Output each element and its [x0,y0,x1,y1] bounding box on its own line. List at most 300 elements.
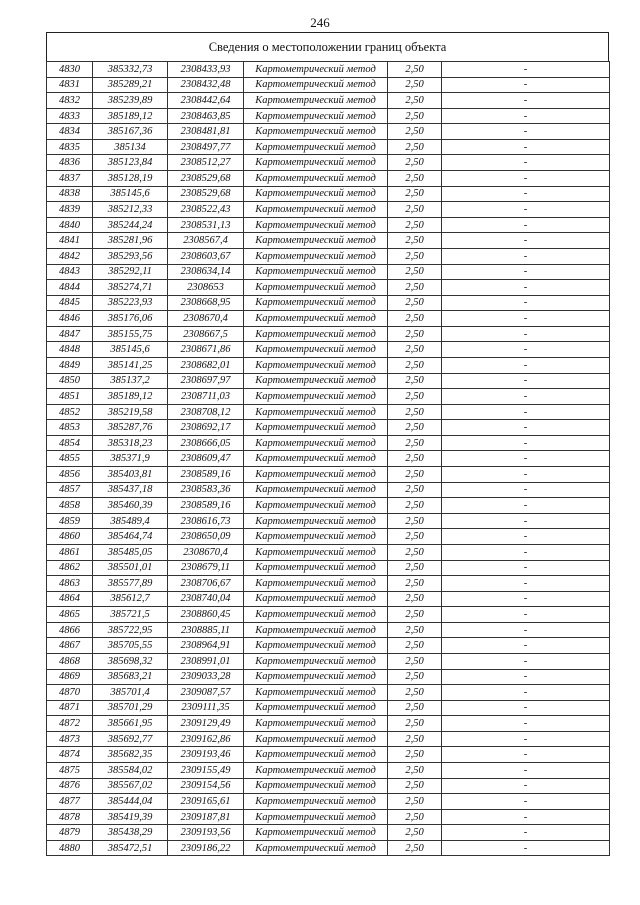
point-number-cell: 4841 [47,233,93,249]
y-coordinate-cell: 2308668,95 [168,295,244,311]
description-cell: - [442,435,610,451]
accuracy-cell: 2,50 [388,778,442,794]
description-cell: - [442,108,610,124]
point-number-cell: 4856 [47,467,93,483]
method-cell: Картометрический метод [244,591,388,607]
x-coordinate-cell: 385692,77 [93,731,168,747]
table-row [47,638,610,654]
table-row [47,794,610,810]
x-coordinate-cell: 385134 [93,139,168,155]
x-coordinate-cell: 385698,32 [93,653,168,669]
method-cell: Картометрический метод [244,622,388,638]
x-coordinate-cell: 385239,89 [93,93,168,109]
table-row [47,840,610,856]
description-cell: - [442,622,610,638]
table-row [47,217,610,233]
method-cell: Картометрический метод [244,747,388,763]
table-row [47,108,610,124]
point-number-cell: 4838 [47,186,93,202]
y-coordinate-cell: 2308671,86 [168,342,244,358]
accuracy-cell: 2,50 [388,544,442,560]
point-number-cell: 4871 [47,700,93,716]
point-number-cell: 4879 [47,825,93,841]
point-number-cell: 4855 [47,451,93,467]
point-number-cell: 4858 [47,498,93,514]
description-cell: - [442,700,610,716]
y-coordinate-cell: 2308991,01 [168,653,244,669]
coordinates-table [46,61,610,856]
x-coordinate-cell: 385438,29 [93,825,168,841]
table-row [47,731,610,747]
y-coordinate-cell: 2308433,93 [168,62,244,78]
point-number-cell: 4836 [47,155,93,171]
y-coordinate-cell: 2308653 [168,280,244,296]
point-number-cell: 4844 [47,280,93,296]
x-coordinate-cell: 385472,51 [93,840,168,856]
point-number-cell: 4850 [47,373,93,389]
x-coordinate-cell: 385212,33 [93,202,168,218]
y-coordinate-cell: 2308589,16 [168,498,244,514]
y-coordinate-cell: 2308567,4 [168,233,244,249]
method-cell: Картометрический метод [244,560,388,576]
description-cell: - [442,467,610,483]
point-number-cell: 4842 [47,248,93,264]
table-row [47,778,610,794]
description-cell: - [442,264,610,280]
method-cell: Картометрический метод [244,700,388,716]
table-row [47,420,610,436]
table-row [47,622,610,638]
method-cell: Картометрический метод [244,576,388,592]
y-coordinate-cell: 2308512,27 [168,155,244,171]
table-row [47,202,610,218]
x-coordinate-cell: 385612,7 [93,591,168,607]
method-cell: Картометрический метод [244,171,388,187]
x-coordinate-cell: 385141,25 [93,357,168,373]
point-number-cell: 4846 [47,311,93,327]
y-coordinate-cell: 2308860,45 [168,607,244,623]
table-row [47,124,610,140]
page-number: 246 [310,15,330,30]
method-cell: Картометрический метод [244,124,388,140]
x-coordinate-cell: 385683,21 [93,669,168,685]
description-cell: - [442,420,610,436]
point-number-cell: 4834 [47,124,93,140]
table-row [47,62,610,78]
x-coordinate-cell: 385293,56 [93,248,168,264]
y-coordinate-cell: 2308463,85 [168,108,244,124]
accuracy-cell: 2,50 [388,685,442,701]
method-cell: Картометрический метод [244,840,388,856]
y-coordinate-cell: 2308682,01 [168,357,244,373]
x-coordinate-cell: 385281,96 [93,233,168,249]
description-cell: - [442,326,610,342]
x-coordinate-cell: 385155,75 [93,326,168,342]
point-number-cell: 4862 [47,560,93,576]
method-cell: Картометрический метод [244,248,388,264]
description-cell: - [442,840,610,856]
y-coordinate-cell: 2308650,09 [168,529,244,545]
y-coordinate-cell: 2309193,56 [168,825,244,841]
y-coordinate-cell: 2308634,14 [168,264,244,280]
table-row [47,669,610,685]
y-coordinate-cell: 2309087,57 [168,685,244,701]
table-row [47,716,610,732]
accuracy-cell: 2,50 [388,700,442,716]
y-coordinate-cell: 2308964,91 [168,638,244,654]
accuracy-cell: 2,50 [388,420,442,436]
description-cell: - [442,778,610,794]
point-number-cell: 4831 [47,77,93,93]
description-cell: - [442,731,610,747]
description-cell: - [442,794,610,810]
method-cell: Картометрический метод [244,264,388,280]
method-cell: Картометрический метод [244,389,388,405]
point-number-cell: 4873 [47,731,93,747]
y-coordinate-cell: 2308603,67 [168,248,244,264]
method-cell: Картометрический метод [244,217,388,233]
method-cell: Картометрический метод [244,435,388,451]
table-row [47,576,610,592]
point-number-cell: 4867 [47,638,93,654]
table-row [47,389,610,405]
description-cell: - [442,669,610,685]
point-number-cell: 4839 [47,202,93,218]
method-cell: Картометрический метод [244,93,388,109]
x-coordinate-cell: 385661,95 [93,716,168,732]
accuracy-cell: 2,50 [388,498,442,514]
method-cell: Картометрический метод [244,794,388,810]
method-cell: Картометрический метод [244,280,388,296]
accuracy-cell: 2,50 [388,186,442,202]
y-coordinate-cell: 2308432,48 [168,77,244,93]
table-row [47,326,610,342]
description-cell: - [442,513,610,529]
x-coordinate-cell: 385318,23 [93,435,168,451]
point-number-cell: 4832 [47,93,93,109]
table-row [47,295,610,311]
table-row [47,685,610,701]
description-cell: - [442,311,610,327]
point-number-cell: 4852 [47,404,93,420]
method-cell: Картометрический метод [244,342,388,358]
description-cell: - [442,404,610,420]
y-coordinate-cell: 2308529,68 [168,186,244,202]
accuracy-cell: 2,50 [388,248,442,264]
method-cell: Картометрический метод [244,202,388,218]
accuracy-cell: 2,50 [388,389,442,405]
method-cell: Картометрический метод [244,731,388,747]
description-cell: - [442,373,610,389]
y-coordinate-cell: 2308481,81 [168,124,244,140]
x-coordinate-cell: 385289,21 [93,77,168,93]
y-coordinate-cell: 2309033,28 [168,669,244,685]
description-cell: - [442,685,610,701]
accuracy-cell: 2,50 [388,155,442,171]
point-number-cell: 4875 [47,763,93,779]
accuracy-cell: 2,50 [388,171,442,187]
description-cell: - [442,280,610,296]
table-row [47,139,610,155]
method-cell: Картометрический метод [244,809,388,825]
x-coordinate-cell: 385371,9 [93,451,168,467]
y-coordinate-cell: 2308522,43 [168,202,244,218]
x-coordinate-cell: 385403,81 [93,467,168,483]
table-row [47,77,610,93]
accuracy-cell: 2,50 [388,124,442,140]
method-cell: Картометрический метод [244,825,388,841]
table-row [47,451,610,467]
method-cell: Картометрический метод [244,451,388,467]
accuracy-cell: 2,50 [388,809,442,825]
point-number-cell: 4854 [47,435,93,451]
accuracy-cell: 2,50 [388,326,442,342]
method-cell: Картометрический метод [244,482,388,498]
method-cell: Картометрический метод [244,139,388,155]
accuracy-cell: 2,50 [388,373,442,389]
accuracy-cell: 2,50 [388,840,442,856]
method-cell: Картометрический метод [244,233,388,249]
x-coordinate-cell: 385189,12 [93,389,168,405]
x-coordinate-cell: 385437,18 [93,482,168,498]
accuracy-cell: 2,50 [388,264,442,280]
x-coordinate-cell: 385682,35 [93,747,168,763]
point-number-cell: 4860 [47,529,93,545]
y-coordinate-cell: 2308589,16 [168,467,244,483]
description-cell: - [442,248,610,264]
y-coordinate-cell: 2308583,36 [168,482,244,498]
table-row [47,280,610,296]
accuracy-cell: 2,50 [388,404,442,420]
method-cell: Картометрический метод [244,108,388,124]
accuracy-cell: 2,50 [388,638,442,654]
description-cell: - [442,544,610,560]
table-row [47,825,610,841]
method-cell: Картометрический метод [244,357,388,373]
point-number-cell: 4864 [47,591,93,607]
point-number-cell: 4866 [47,622,93,638]
description-cell: - [442,607,610,623]
boundary-coordinates-sheet [46,32,609,856]
table-row [47,342,610,358]
description-cell: - [442,747,610,763]
description-cell: - [442,233,610,249]
table-row [47,607,610,623]
description-cell: - [442,124,610,140]
y-coordinate-cell: 2308697,97 [168,373,244,389]
accuracy-cell: 2,50 [388,233,442,249]
description-cell: - [442,217,610,233]
point-number-cell: 4874 [47,747,93,763]
accuracy-cell: 2,50 [388,747,442,763]
y-coordinate-cell: 2308706,67 [168,576,244,592]
accuracy-cell: 2,50 [388,62,442,78]
method-cell: Картометрический метод [244,326,388,342]
accuracy-cell: 2,50 [388,669,442,685]
table-row [47,544,610,560]
x-coordinate-cell: 385701,29 [93,700,168,716]
point-number-cell: 4851 [47,389,93,405]
y-coordinate-cell: 2309162,86 [168,731,244,747]
method-cell: Картометрический метод [244,638,388,654]
x-coordinate-cell: 385123,84 [93,155,168,171]
accuracy-cell: 2,50 [388,482,442,498]
x-coordinate-cell: 385444,04 [93,794,168,810]
description-cell: - [442,529,610,545]
x-coordinate-cell: 385292,11 [93,264,168,280]
description-cell: - [442,342,610,358]
method-cell: Картометрический метод [244,529,388,545]
y-coordinate-cell: 2309165,61 [168,794,244,810]
accuracy-cell: 2,50 [388,357,442,373]
table-row [47,529,610,545]
x-coordinate-cell: 385460,39 [93,498,168,514]
method-cell: Картометрический метод [244,716,388,732]
description-cell: - [442,93,610,109]
table-row [47,513,610,529]
y-coordinate-cell: 2308666,05 [168,435,244,451]
description-cell: - [442,389,610,405]
description-cell: - [442,62,610,78]
accuracy-cell: 2,50 [388,342,442,358]
table-row [47,155,610,171]
x-coordinate-cell: 385244,24 [93,217,168,233]
method-cell: Картометрический метод [244,311,388,327]
y-coordinate-cell: 2308885,11 [168,622,244,638]
method-cell: Картометрический метод [244,669,388,685]
method-cell: Картометрический метод [244,467,388,483]
accuracy-cell: 2,50 [388,77,442,93]
method-cell: Картометрический метод [244,685,388,701]
y-coordinate-cell: 2309111,35 [168,700,244,716]
accuracy-cell: 2,50 [388,139,442,155]
point-number-cell: 4845 [47,295,93,311]
description-cell: - [442,576,610,592]
table-row [47,700,610,716]
x-coordinate-cell: 385189,12 [93,108,168,124]
description-cell: - [442,482,610,498]
accuracy-cell: 2,50 [388,576,442,592]
y-coordinate-cell: 2308529,68 [168,171,244,187]
table-row [47,435,610,451]
point-number-cell: 4872 [47,716,93,732]
method-cell: Картометрический метод [244,155,388,171]
accuracy-cell: 2,50 [388,93,442,109]
y-coordinate-cell: 2308616,73 [168,513,244,529]
y-coordinate-cell: 2308692,17 [168,420,244,436]
method-cell: Картометрический метод [244,373,388,389]
method-cell: Картометрический метод [244,778,388,794]
point-number-cell: 4830 [47,62,93,78]
description-cell: - [442,560,610,576]
method-cell: Картометрический метод [244,186,388,202]
x-coordinate-cell: 385219,58 [93,404,168,420]
accuracy-cell: 2,50 [388,560,442,576]
accuracy-cell: 2,50 [388,731,442,747]
point-number-cell: 4833 [47,108,93,124]
table-row [47,653,610,669]
table-row [47,467,610,483]
table-row [47,186,610,202]
accuracy-cell: 2,50 [388,607,442,623]
point-number-cell: 4859 [47,513,93,529]
method-cell: Картометрический метод [244,763,388,779]
x-coordinate-cell: 385485,05 [93,544,168,560]
description-cell: - [442,357,610,373]
y-coordinate-cell: 2308667,5 [168,326,244,342]
method-cell: Картометрический метод [244,653,388,669]
method-cell: Картометрический метод [244,295,388,311]
y-coordinate-cell: 2308670,4 [168,311,244,327]
table-row [47,373,610,389]
table-row [47,747,610,763]
method-cell: Картометрический метод [244,62,388,78]
x-coordinate-cell: 385223,93 [93,295,168,311]
point-number-cell: 4869 [47,669,93,685]
description-cell: - [442,451,610,467]
table-row [47,171,610,187]
accuracy-cell: 2,50 [388,280,442,296]
description-cell: - [442,202,610,218]
accuracy-cell: 2,50 [388,763,442,779]
description-cell: - [442,716,610,732]
description-cell: - [442,171,610,187]
method-cell: Картометрический метод [244,498,388,514]
accuracy-cell: 2,50 [388,467,442,483]
coordinates-table-body [47,62,610,856]
table-row [47,763,610,779]
point-number-cell: 4849 [47,357,93,373]
point-number-cell: 4861 [47,544,93,560]
y-coordinate-cell: 2308711,03 [168,389,244,405]
point-number-cell: 4876 [47,778,93,794]
table-row [47,357,610,373]
y-coordinate-cell: 2308670,4 [168,544,244,560]
description-cell: - [442,591,610,607]
point-number-cell: 4840 [47,217,93,233]
y-coordinate-cell: 2309193,46 [168,747,244,763]
description-cell: - [442,186,610,202]
table-row [47,264,610,280]
description-cell: - [442,653,610,669]
y-coordinate-cell: 2309186,22 [168,840,244,856]
description-cell: - [442,809,610,825]
x-coordinate-cell: 385567,02 [93,778,168,794]
x-coordinate-cell: 385464,74 [93,529,168,545]
point-number-cell: 4865 [47,607,93,623]
x-coordinate-cell: 385701,4 [93,685,168,701]
y-coordinate-cell: 2308679,11 [168,560,244,576]
table-row [47,93,610,109]
y-coordinate-cell: 2308442,64 [168,93,244,109]
method-cell: Картометрический метод [244,77,388,93]
x-coordinate-cell: 385489,4 [93,513,168,529]
y-coordinate-cell: 2308740,04 [168,591,244,607]
table-title: Сведения о местоположении границ объекта [46,32,609,61]
point-number-cell: 4837 [47,171,93,187]
table-row [47,809,610,825]
method-cell: Картометрический метод [244,513,388,529]
description-cell: - [442,763,610,779]
accuracy-cell: 2,50 [388,591,442,607]
table-row [47,311,610,327]
x-coordinate-cell: 385584,02 [93,763,168,779]
y-coordinate-cell: 2309187,81 [168,809,244,825]
x-coordinate-cell: 385274,71 [93,280,168,296]
y-coordinate-cell: 2309154,56 [168,778,244,794]
point-number-cell: 4843 [47,264,93,280]
y-coordinate-cell: 2309155,49 [168,763,244,779]
